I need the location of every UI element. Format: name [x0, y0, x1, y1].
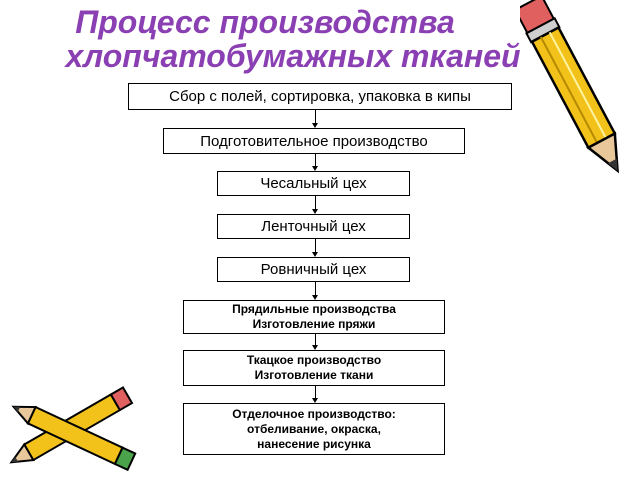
step-label-8: Отделочное производство: отбеливание, окраска, нанесение рисунка	[232, 406, 396, 451]
connector-6-7	[315, 334, 316, 345]
arrowhead-5-6	[312, 295, 318, 300]
connector-7-8	[315, 386, 316, 398]
step-label-6: Прядильные производства Изготовление пряжи	[232, 302, 396, 331]
step-label-2: Подготовительное производство	[200, 132, 428, 150]
arrowhead-6-7	[312, 345, 318, 350]
step-label-5: Ровничный цех	[260, 261, 367, 278]
step-label-4: Ленточный цех	[261, 218, 366, 235]
connector-5-6	[315, 282, 316, 295]
connector-3-4	[315, 196, 316, 209]
step-box-5	[217, 257, 410, 282]
pencils-icon	[0, 370, 160, 480]
step-box-3	[217, 171, 410, 196]
connector-4-5	[315, 239, 316, 252]
step-box-4	[217, 214, 410, 239]
pencil-icon	[520, 0, 640, 200]
arrowhead-7-8	[312, 398, 318, 403]
step-box-1	[128, 83, 512, 110]
step-box-6	[183, 300, 445, 334]
step-label-1: Сбор с полей, сортировка, упаковка в кипы	[169, 88, 471, 105]
arrowhead-2-3	[312, 166, 318, 171]
step-label-3: Чесальный цех	[260, 175, 367, 192]
arrowhead-1-2	[312, 123, 318, 128]
connector-2-3	[315, 154, 316, 166]
connector-1-2	[315, 110, 316, 123]
step-box-8	[183, 403, 445, 455]
step-label-7: Ткацкое производство Изготовление ткани	[246, 353, 382, 382]
step-box-2	[163, 128, 465, 154]
arrowhead-4-5	[312, 252, 318, 257]
arrowhead-3-4	[312, 209, 318, 214]
title-line-1: Процесс производства	[75, 4, 455, 40]
step-box-7	[183, 350, 445, 386]
title-line-2: хлопчатобумажных тканей	[65, 38, 521, 74]
